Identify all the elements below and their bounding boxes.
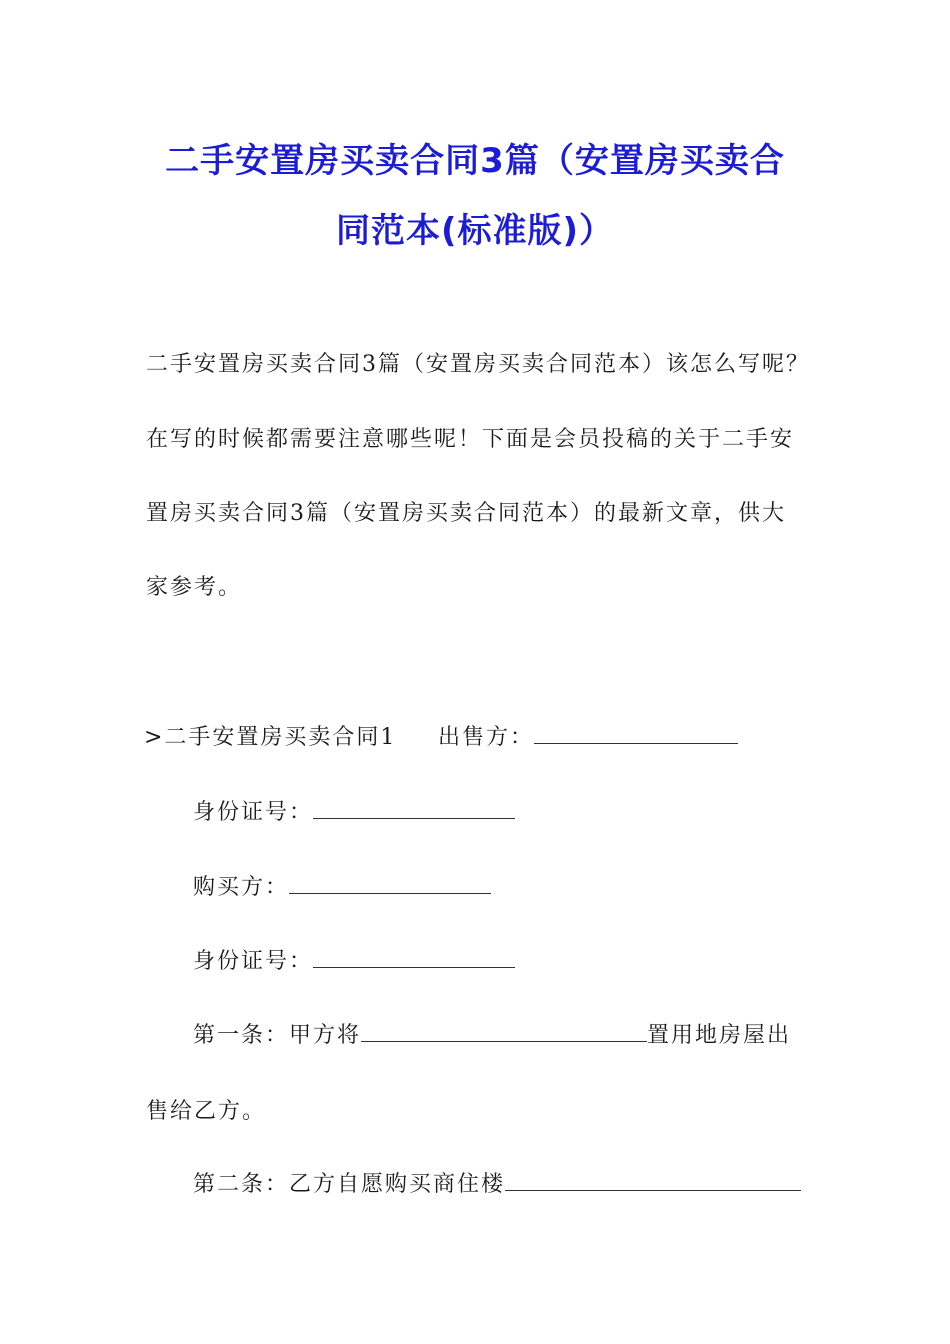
article-1-suffix: 置用地房屋出 bbox=[647, 1023, 792, 1048]
contract-heading: >二手安置房买卖合同1 bbox=[144, 725, 397, 750]
buyer-id-blank[interactable] bbox=[313, 945, 515, 968]
document-title-line-1: 二手安置房买卖合同3篇（安置房买卖合 bbox=[165, 141, 785, 181]
seller-blank[interactable] bbox=[534, 721, 738, 744]
article-1-prefix: 第一条：甲方将 bbox=[193, 1023, 362, 1048]
buyer-blank[interactable] bbox=[289, 871, 491, 894]
buyer-field bbox=[193, 870, 491, 901]
intro-line-4: 家参考。 bbox=[146, 575, 243, 600]
buyer-id-field bbox=[193, 944, 515, 975]
buyer-label: 购买方： bbox=[193, 875, 290, 900]
seller-field bbox=[438, 720, 738, 751]
article-2 bbox=[193, 1167, 801, 1198]
article-2-prefix: 第二条：乙方自愿购买商住楼 bbox=[193, 1172, 506, 1197]
article-2-blank[interactable] bbox=[505, 1168, 801, 1191]
document-title-line-2: 同范本(标准版)） bbox=[335, 211, 615, 251]
intro-line-3: 置房买卖合同3篇（安置房买卖合同范本）的最新文章，供大 bbox=[146, 501, 786, 526]
article-1 bbox=[193, 1018, 791, 1049]
article-1-blank[interactable] bbox=[361, 1019, 647, 1042]
intro-line-2: 在写的时候都需要注意哪些呢！下面是会员投稿的关于二手安 bbox=[146, 427, 795, 452]
seller-id-field bbox=[193, 795, 515, 826]
article-1-continuation: 售给乙方。 bbox=[146, 1099, 267, 1124]
intro-line-1: 二手安置房买卖合同3篇（安置房买卖合同范本）该怎么写呢？ bbox=[146, 352, 810, 377]
seller-label: 出售方： bbox=[438, 725, 535, 750]
seller-id-blank[interactable] bbox=[313, 796, 515, 819]
buyer-id-label: 身份证号： bbox=[193, 949, 314, 974]
seller-id-label: 身份证号： bbox=[193, 800, 314, 825]
